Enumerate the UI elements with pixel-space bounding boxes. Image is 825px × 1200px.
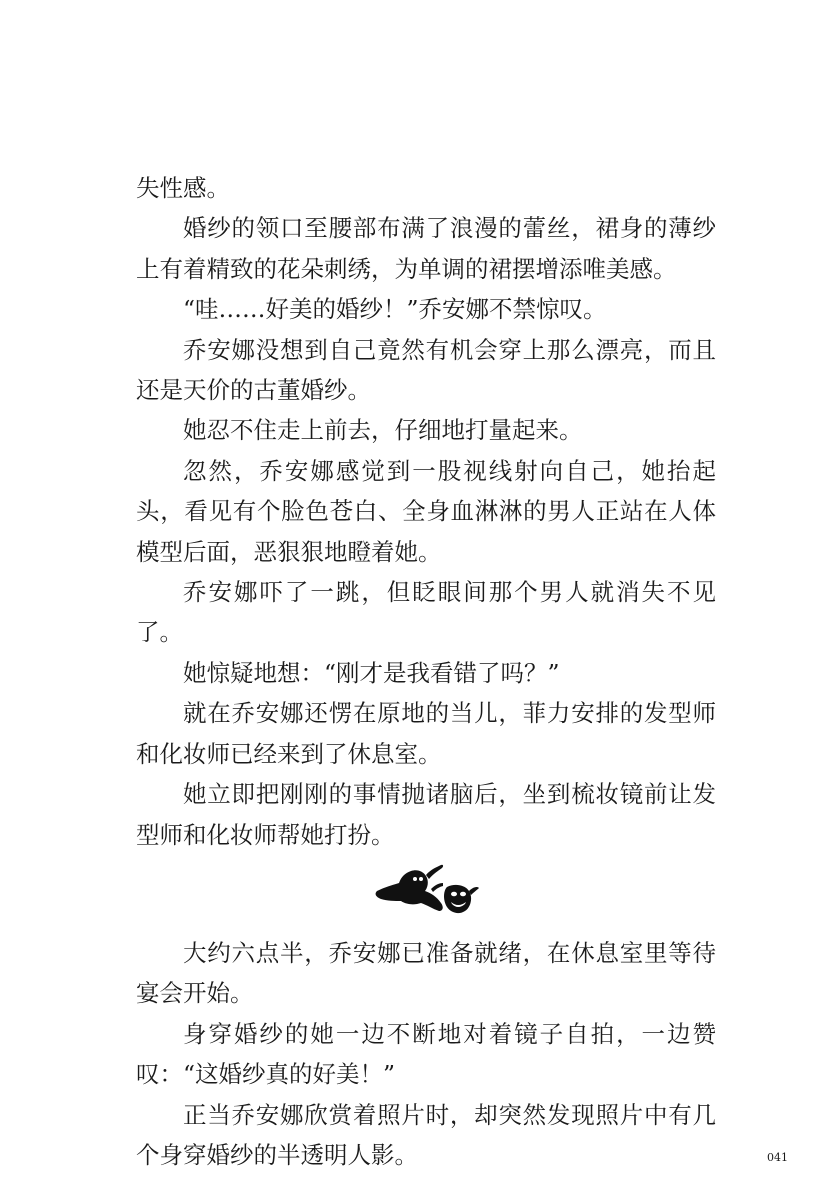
paragraph: 身穿婚纱的她一边不断地对着镜子自拍，一边赞叹：“这婚纱真的好美！”: [136, 1019, 716, 1089]
body-text: [136, 168, 716, 1175]
paragraph: 她忍不住走上前去，仔细地打量起来。: [183, 416, 583, 445]
paragraph: 她立即把刚刚的事情抛诸脑后，坐到梳妆镜前让发型师和化妆师帮她打扮。: [136, 780, 716, 849]
ghost-figures-silhouette-icon: [371, 861, 481, 927]
paragraph: 正当乔安娜欣赏着照片时，却突然发现照片中有几个身穿婚纱的半透明人影。: [136, 1100, 716, 1169]
section-divider: [136, 855, 716, 933]
paragraph: 乔安娜吓了一跳，但眨眼间那个男人就消失不见了。: [136, 578, 716, 647]
paragraph: 失性感。: [136, 174, 230, 202]
paragraph: 乔安娜没想到自己竟然有机会穿上那么漂亮，而且还是天价的古董婚纱。: [136, 335, 716, 405]
paragraph: 她惊疑地想：“刚才是我看错了吗？”: [183, 658, 560, 687]
paragraph: 忽然，乔安娜感觉到一股视线射向自己，她抬起头，看见有个脸色苍白、全身血淋淋的男人正站在人体模型后面，恶狠狠地瞪着她。: [136, 456, 716, 566]
paragraph: 大约六点半，乔安娜已准备就绪，在休息室里等待宴会开始。: [136, 938, 716, 1008]
paragraph: “哇……好美的婚纱！”乔安娜不禁惊叹。: [183, 295, 607, 324]
paragraph: 婚纱的领口至腰部布满了浪漫的蕾丝，裙身的薄纱上有着精致的花朵刺绣，为单调的裙摆增添唯美感。: [136, 214, 716, 283]
page-number: 041: [767, 1151, 788, 1164]
paragraph: 就在乔安娜还愣在原地的当儿，菲力安排的发型师和化妆师已经来到了休息室。: [136, 699, 716, 768]
